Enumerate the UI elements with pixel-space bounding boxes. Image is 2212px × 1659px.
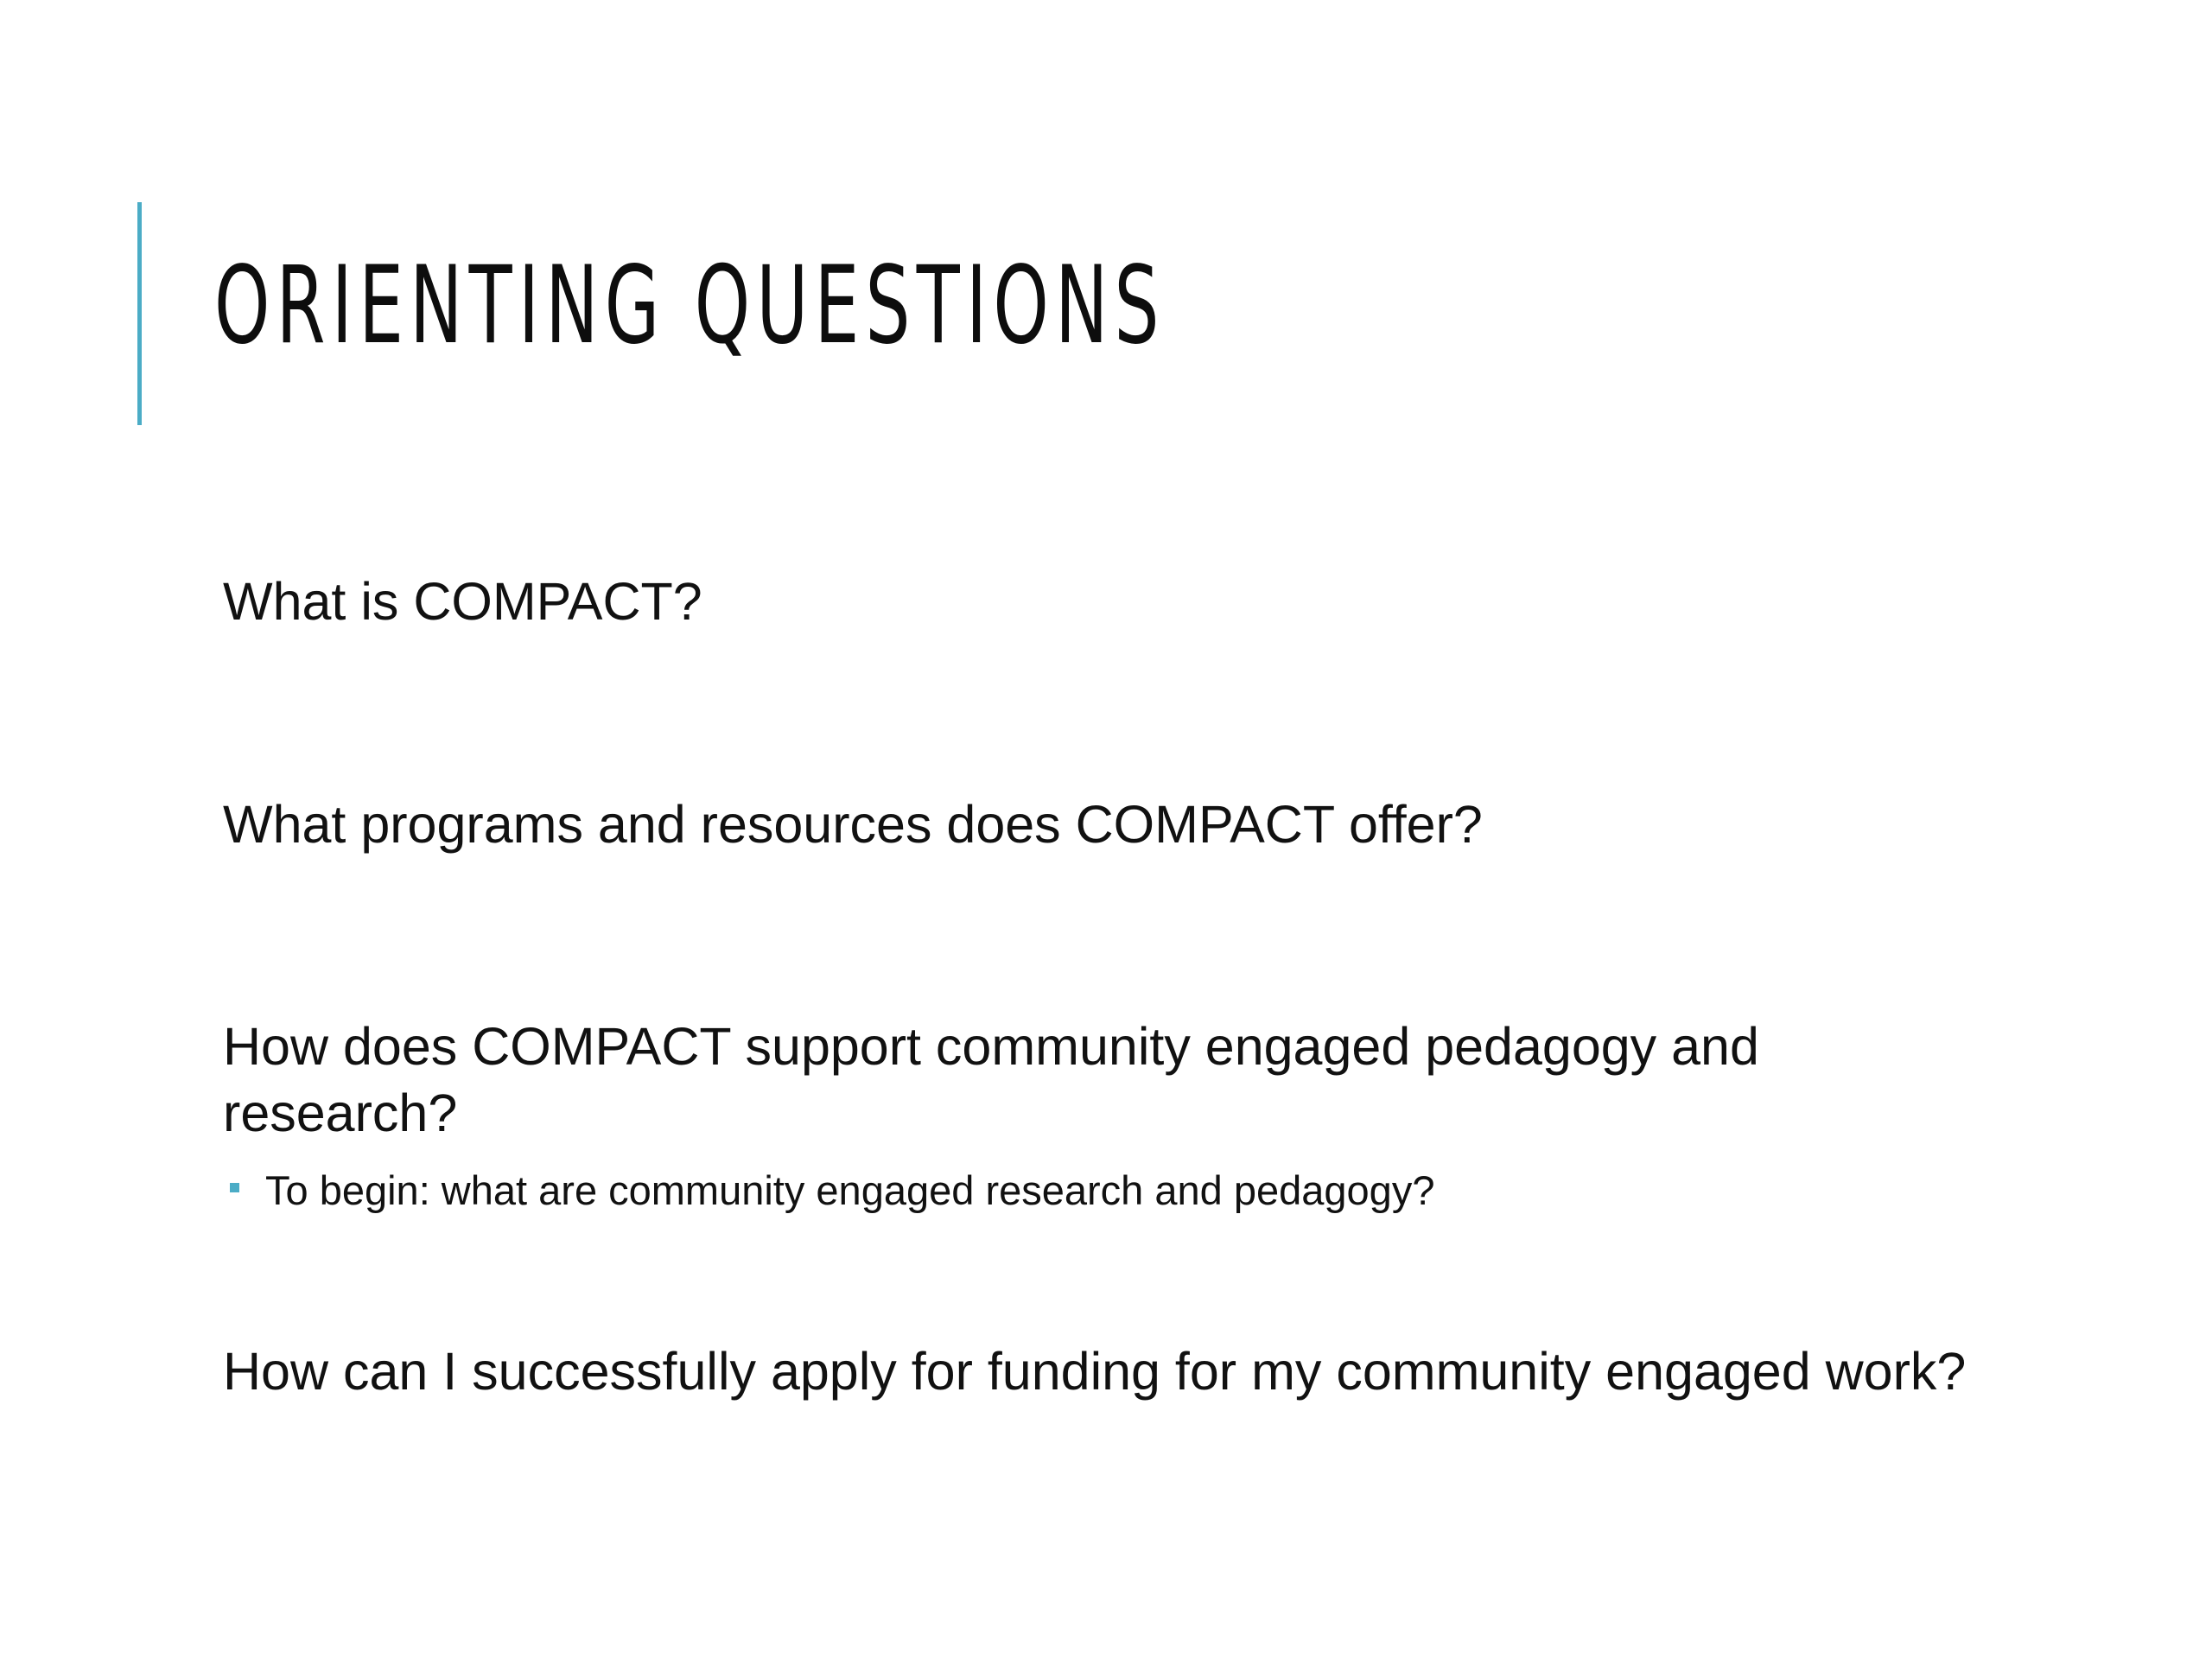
question-3-sub-item — [230, 1165, 1434, 1217]
title-accent-bar — [137, 202, 142, 425]
slide-title: ORIENTING QUESTIONS — [214, 244, 1166, 368]
sub-item-text: To begin: what are community engaged research and pedagogy? — [265, 1167, 1435, 1213]
question-1: What is COMPACT? — [223, 572, 702, 631]
square-bullet-icon — [230, 1183, 239, 1192]
question-4: How can I successfully apply for funding for my community engaged work? — [223, 1342, 1967, 1401]
question-2: What programs and resources does COMPACT offer? — [223, 795, 1483, 854]
question-3: How does COMPACT support community engaged pedagogy and research? — [223, 1017, 1759, 1142]
